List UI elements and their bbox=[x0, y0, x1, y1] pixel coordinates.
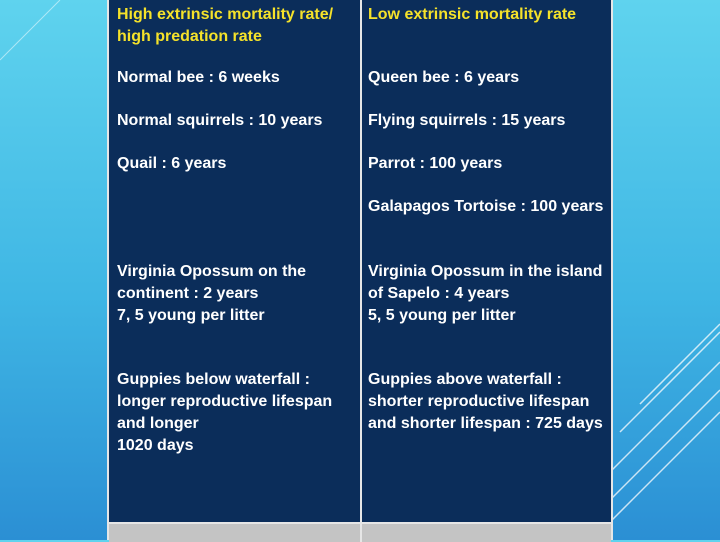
table-bottom-row bbox=[109, 522, 611, 542]
row-squirrel-right: Flying squirrels : 15 years bbox=[368, 112, 566, 129]
row-guppy-left: Guppies below waterfall : longer reproductive lifespan and longer 1020 days bbox=[117, 371, 333, 454]
column-divider bbox=[360, 0, 362, 524]
row-bee-left: Normal bee : 6 weeks bbox=[117, 69, 280, 86]
row-bird-left: Quail : 6 years bbox=[117, 155, 227, 172]
row-tortoise-right: Galapagos Tortoise : 100 years bbox=[368, 198, 604, 215]
row-bird-right: Parrot : 100 years bbox=[368, 155, 503, 172]
bottom-row-divider bbox=[360, 524, 362, 542]
row-opossum-right: Virginia Opossum in the island of Sapelo : 4 years 5, 5 young per litter bbox=[368, 263, 603, 324]
row-guppy-right: Guppies above waterfall : shorter reproductive lifespan and shorter lifespan : 725 days bbox=[368, 371, 603, 432]
header-high-mortality: High extrinsic mortality rate/ high predation rate bbox=[117, 6, 334, 45]
row-opossum-left: Virginia Opossum on the continent : 2 years 7, 5 young per litter bbox=[117, 263, 307, 324]
row-squirrel-left: Normal squirrels : 10 years bbox=[117, 112, 323, 129]
row-bee-right: Queen bee : 6 years bbox=[368, 69, 520, 86]
comparison-table bbox=[107, 0, 613, 540]
header-low-mortality: Low extrinsic mortality rate bbox=[368, 6, 577, 23]
